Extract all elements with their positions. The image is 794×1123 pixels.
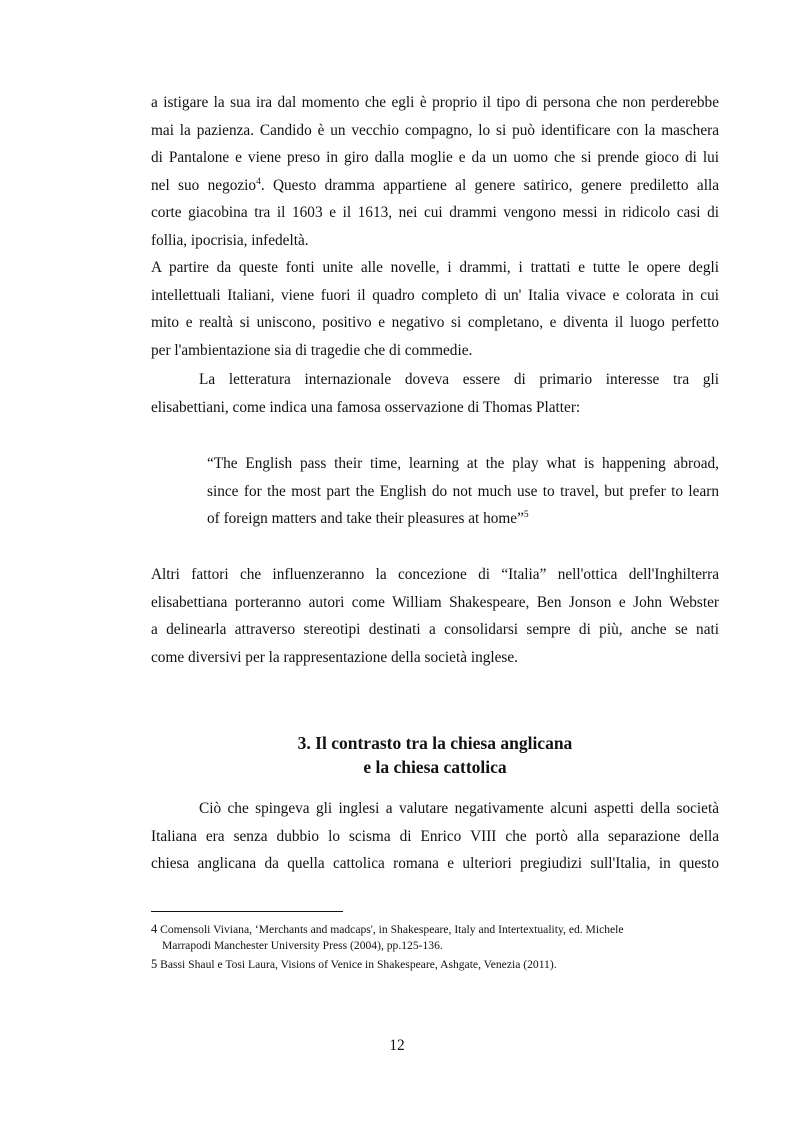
page-number: 12 (389, 1037, 405, 1054)
text-line: Italiana era senza dubbio lo scisma di Enrico VIII che portò alla separazione della (151, 827, 719, 845)
footnote-5 (151, 956, 719, 973)
footnote-separator (151, 911, 343, 912)
text-line: A partire da queste fonti unite alle novelle, i drammi, i trattati e tutte le opere degli (151, 259, 719, 276)
text-line: a istigare la sua ira dal momento che egli è proprio il tipo di persona che non perderebbe (151, 94, 719, 111)
text-line: come diversivi per la rappresentazione della società inglese. (151, 648, 518, 666)
text-line: Ciò che spingeva gli inglesi a valutare negativamente alcuni aspetti della società (199, 800, 719, 817)
text-line: La letteratura internazionale doveva essere di primario interesse tra gli (199, 371, 719, 388)
footnote-line: 5 Bassi Shaul e Tosi Laura, Visions of Venice in Shakespeare, Ashgate, Venezia (2011). (151, 957, 557, 971)
paragraph-5 (151, 795, 719, 878)
text-line: elisabettiani, come indica una famosa osservazione di Thomas Platter: (151, 398, 581, 416)
section-title-line-1: 3. Il contrasto tra la chiesa anglicana (297, 733, 573, 753)
paragraph-3 (151, 366, 719, 421)
footnote-ref-4[interactable]: 4 (256, 176, 261, 187)
section-heading (151, 731, 719, 779)
footnote-line: Marrapodi Manchester University Press (2004), pp.125-136. (162, 939, 443, 952)
text-line: a delinearla attraverso stereotipi destinati a consolidarsi sempre di più, anche se nati (151, 621, 719, 638)
footnote-number: 4 (151, 922, 158, 936)
block-quote (207, 450, 719, 533)
footnote-line: 4 Comensoli Viviana, ‘Merchants and madcaps', in Shakespeare, Italy and Intertextuality, ed. Michele (151, 922, 624, 936)
text-line: intellettuali Italiani, viene fuori il quadro completo di un' Italia vivace e colorata in cui (151, 286, 719, 304)
footnote-4 (151, 921, 719, 954)
text-line: follia, ipocrisia, infedeltà. (151, 231, 309, 249)
footnote-number: 5 (151, 957, 158, 971)
footnote-ref-5[interactable]: 5 (523, 509, 529, 520)
text-line: mai la pazienza. Candido è un vecchio compagno, lo si può identificare con la maschera (151, 121, 719, 139)
quote-line: of foreign matters and take their pleasures at home”$^5$ (207, 509, 529, 527)
quote-line: “The English pass their time, learning at the play what is happening abroad, (207, 455, 719, 472)
text-line: Altri fattori che influenzeranno la concezione di “Italia” nell'ottica dell'Inghilterra (151, 566, 719, 583)
text-line: per l'ambientazione sia di tragedie che di commedie. (151, 341, 473, 359)
quote-line: since for the most part the English do not much use to travel, but prefer to learn (207, 482, 719, 500)
text-line: elisabettiana porteranno autori come William Shakespeare, Ben Jonson e John Webster (151, 593, 719, 611)
paragraph-2 (151, 254, 719, 364)
paragraph-4 (151, 561, 719, 671)
text-line: di Pantalone e viene preso in giro dalla moglie e da un uomo che si prende gioco di lui (151, 149, 719, 166)
text-line: mito e realtà si uniscono, positivo e negativo si completano, e diventa il luogo perfetto (151, 314, 719, 331)
text-line: chiesa anglicana da quella cattolica romana e ulteriori pregiudizi sull'Italia, in questo (151, 855, 719, 872)
text-line-with-footnote-ref: nel suo negozio$^4$. Questo dramma appartiene al genere satirico, genere prediletto alla (151, 176, 720, 194)
section-title-line-2: e la chiesa cattolica (363, 757, 507, 777)
paragraph-1 (151, 89, 719, 254)
text-line: corte giacobina tra il 1603 e il 1613, nei cui drammi vengono messi in ridicolo casi di (151, 204, 719, 221)
